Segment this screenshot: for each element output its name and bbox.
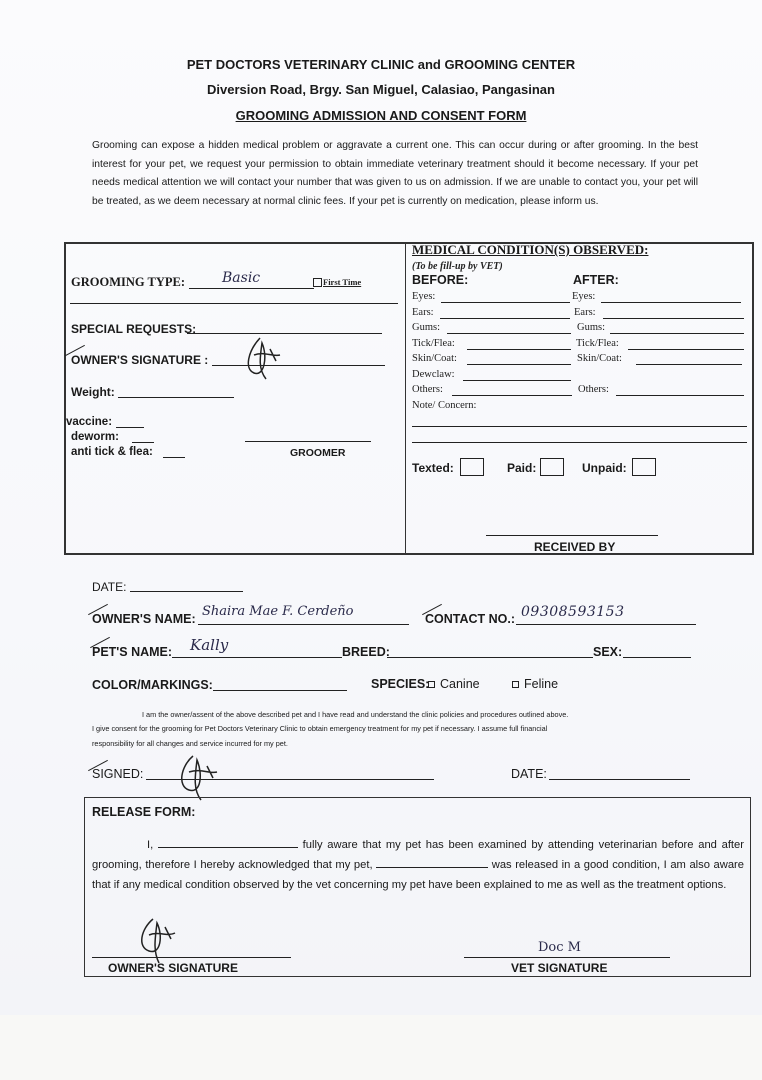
page-underlay xyxy=(0,1015,762,1080)
groomer-label: GROOMER xyxy=(290,447,346,459)
release-text-part-3: was released in a good condition, I am also aware that if any medical condition observed by the vet concerning my pet have been explained to me as well as the treatment options. xyxy=(92,859,745,891)
after-eyes-field[interactable] xyxy=(601,302,741,303)
sex-field[interactable] xyxy=(623,657,691,658)
anti-tick-flea-field[interactable] xyxy=(163,457,185,458)
weight-field[interactable] xyxy=(118,397,234,398)
breed-label: BREED: xyxy=(342,645,390,659)
consent-text-line-2: I give consent for the grooming for Pet Doctors Veterinary Clinic to obtain emergency treatment for my pet if necessary. I assume full financial xyxy=(92,724,548,733)
release-text-part-1: I, xyxy=(147,839,154,851)
consent-date-field[interactable] xyxy=(549,779,690,780)
after-others-field[interactable] xyxy=(616,395,744,396)
release-form-title: RELEASE FORM: xyxy=(92,805,196,819)
consent-signature-scribble-icon xyxy=(175,752,225,802)
vet-signature-line xyxy=(464,957,670,958)
form-title-text: GROOMING ADMISSION AND CONSENT FORM xyxy=(235,108,527,123)
groomer-signature-field[interactable] xyxy=(245,441,371,442)
note-concern-line-1[interactable] xyxy=(412,426,747,427)
pet-name-field[interactable]: Kally xyxy=(190,636,229,654)
paid-checkbox[interactable] xyxy=(540,458,564,476)
texted-label: Texted: xyxy=(412,461,454,475)
date-label: DATE: xyxy=(92,580,127,594)
release-text-part-2: fully aware that my pet has been examined by attending veterinarian before and after grooming, therefore I hereby acknowledged that my pet, xyxy=(92,839,744,871)
after-tickflea-label: Tick/Flea: xyxy=(576,338,619,349)
before-tickflea-label: Tick/Flea: xyxy=(412,338,455,349)
grooming-type-field[interactable]: Basic xyxy=(222,270,261,286)
consent-text-line-3: responsibility for all changes and service incurred for my pet. xyxy=(92,739,288,748)
pet-name-line xyxy=(172,657,342,658)
contact-field[interactable]: 09308593153 xyxy=(521,604,625,620)
unpaid-checkbox[interactable] xyxy=(632,458,656,476)
release-owner-signature-field[interactable] xyxy=(92,957,291,958)
note-concern-line-2[interactable] xyxy=(412,442,747,443)
after-tickflea-field[interactable] xyxy=(628,349,744,350)
vet-signature-label: VET SIGNATURE xyxy=(511,961,608,975)
medical-section-title: MEDICAL CONDITION(S) OBSERVED: xyxy=(412,242,649,257)
after-gums-field[interactable] xyxy=(610,333,744,334)
grooming-type-line xyxy=(189,288,314,289)
before-ears-field[interactable] xyxy=(440,318,570,319)
weight-label: Weight: xyxy=(71,385,115,399)
consent-date-label: DATE: xyxy=(511,767,547,781)
before-skincoat-field[interactable] xyxy=(467,364,571,365)
form-title xyxy=(0,108,762,123)
medical-section-subtitle: (To be fill-up by VET) xyxy=(412,261,503,272)
paid-label: Paid: xyxy=(507,461,537,475)
species-canine-checkbox[interactable] xyxy=(428,681,435,688)
release-owner-name-field[interactable] xyxy=(158,836,298,848)
color-markings-field[interactable] xyxy=(213,690,347,691)
species-canine-label: Canine xyxy=(440,677,480,691)
species-feline-label: Feline xyxy=(524,677,559,691)
intro-paragraph: Grooming can expose a hidden medical problem or aggravate a current one. This can occur during or after grooming. In the best interest for your pet, we request your permission to obtain immediate veterinary treatment should it become necessary. If your pet needs medical attention we will contact your number that was given to us on admission. If we are unable to contact you, your pet will be treated, as we deem necessary at normal clinic fees. If your pet is currently on medication, please inform us. xyxy=(92,140,698,207)
owner-name-field[interactable]: Shaira Mae F. Cerdeño xyxy=(202,604,354,619)
after-others-label: Others: xyxy=(578,384,609,395)
deworm-field[interactable] xyxy=(132,442,154,443)
after-skincoat-field[interactable] xyxy=(636,364,742,365)
before-gums-field[interactable] xyxy=(447,333,571,334)
owner-signature-field[interactable] xyxy=(212,365,385,366)
admission-box-divider xyxy=(405,242,406,555)
before-skincoat-label: Skin/Coat: xyxy=(412,353,457,364)
anti-tick-flea-label: anti tick & flea: xyxy=(71,446,153,458)
before-others-field[interactable] xyxy=(452,395,572,396)
before-eyes-field[interactable] xyxy=(441,302,570,303)
special-requests-label: SPECIAL REQUESTS: xyxy=(71,322,197,336)
signed-label: SIGNED: xyxy=(92,767,144,781)
owner-name-line xyxy=(198,624,409,625)
vaccine-label: vaccine: xyxy=(66,416,113,428)
before-others-label: Others: xyxy=(412,384,443,395)
after-ears-field[interactable] xyxy=(603,318,744,319)
before-ears-label: Ears: xyxy=(412,307,434,318)
after-gums-label: Gums: xyxy=(577,322,606,333)
first-time-label: First Time xyxy=(323,277,362,287)
species-feline-checkbox[interactable] xyxy=(512,681,519,688)
pet-name-label: PET'S NAME: xyxy=(92,645,173,659)
grooming-type-label: GROOMING TYPE: xyxy=(71,275,186,289)
deworm-label: deworm: xyxy=(71,431,119,443)
received-by-label: RECEIVED BY xyxy=(534,540,616,554)
color-markings-label: COLOR/MARKINGS: xyxy=(92,678,213,692)
before-tickflea-field[interactable] xyxy=(467,349,571,350)
clinic-address: Diversion Road, Brgy. San Miguel, Calasiao, Pangasinan xyxy=(207,82,555,97)
sex-label: SEX: xyxy=(593,645,623,659)
after-label: AFTER: xyxy=(573,273,619,287)
contact-label: CONTACT NO.: xyxy=(425,612,516,626)
owner-name-label: OWNER'S NAME: xyxy=(92,612,196,626)
vaccine-field[interactable] xyxy=(116,427,144,428)
grooming-extra-line xyxy=(70,303,398,304)
before-gums-label: Gums: xyxy=(412,322,441,333)
before-dewclaw-label: Dewclaw: xyxy=(412,369,455,380)
release-form-text xyxy=(92,835,744,895)
vet-signature-field[interactable]: Doc M xyxy=(538,940,581,955)
breed-field[interactable] xyxy=(387,657,593,658)
after-skincoat-label: Skin/Coat: xyxy=(577,353,622,364)
after-ears-label: Ears: xyxy=(574,307,596,318)
contact-line xyxy=(516,624,696,625)
species-label: SPECIES: xyxy=(371,677,430,691)
release-pet-name-field[interactable] xyxy=(376,856,488,868)
clinic-name: PET DOCTORS VETERINARY CLINIC and GROOMING CENTER xyxy=(186,57,576,72)
date-field[interactable] xyxy=(130,591,243,592)
after-eyes-label: Eyes: xyxy=(572,291,596,302)
before-label: BEFORE: xyxy=(412,273,469,287)
before-eyes-label: Eyes: xyxy=(412,291,436,302)
unpaid-label: Unpaid: xyxy=(582,461,627,475)
release-owner-signature-label: OWNER'S SIGNATURE xyxy=(108,961,238,975)
note-concern-label: Note/ Concern: xyxy=(412,400,477,411)
owner-signature-label: OWNER'S SIGNATURE : xyxy=(71,353,209,367)
texted-checkbox[interactable] xyxy=(460,458,484,476)
consent-text-line-1: I am the owner/assent of the above described pet and I have read and understand the clinic policies and procedures outlined above. xyxy=(142,710,569,719)
first-time-checkbox[interactable] xyxy=(313,278,322,287)
received-by-field[interactable] xyxy=(486,535,658,536)
owner-signature-scribble-icon xyxy=(240,333,285,383)
before-dewclaw-field[interactable] xyxy=(463,380,571,381)
